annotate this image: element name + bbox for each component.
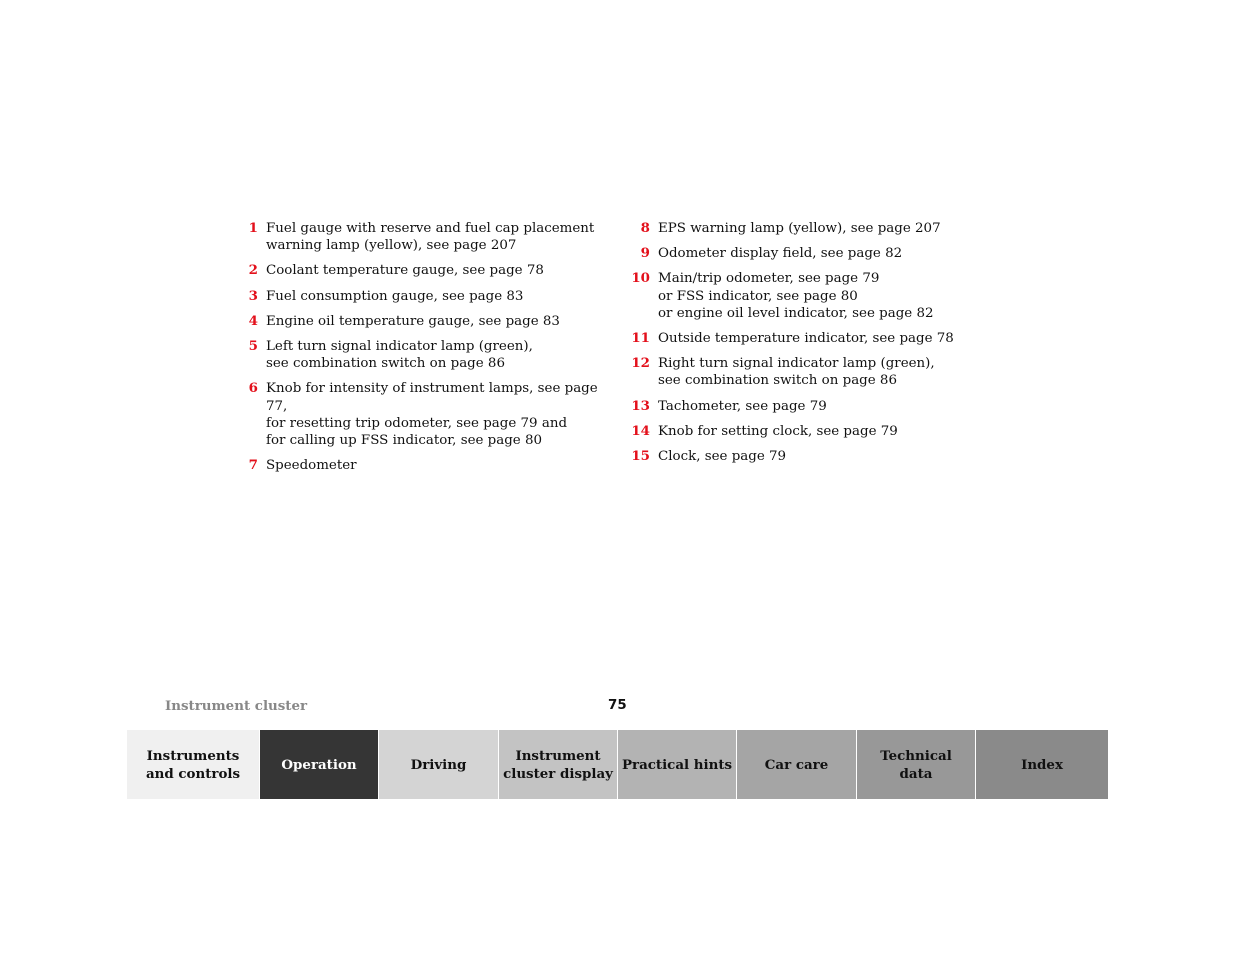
- legend-item: [236, 220, 616, 254]
- legend-number: 9: [640, 245, 650, 262]
- legend-text: Outside temperature indicator, see page 78: [658, 331, 954, 347]
- legend-left-column: [236, 220, 616, 482]
- legend-item: [626, 448, 956, 465]
- legend-number: 13: [631, 397, 650, 414]
- legend-item: [236, 313, 616, 330]
- legend-right-column: [626, 220, 956, 473]
- legend-item: [236, 288, 616, 305]
- legend-number: 2: [248, 262, 258, 279]
- legend-item: [626, 423, 956, 440]
- legend-item: [626, 220, 956, 237]
- legend-number: 7: [248, 457, 258, 474]
- legend-text: Speedometer: [266, 458, 357, 474]
- legend-text: Engine oil temperature gauge, see page 83: [266, 313, 560, 329]
- tab-driving[interactable]: Driving: [378, 730, 498, 799]
- legend-text: EPS warning lamp (yellow), see page 207: [658, 221, 941, 236]
- legend-number: 3: [248, 287, 258, 304]
- legend-number: 8: [640, 220, 650, 236]
- legend-item: [626, 245, 956, 262]
- section-title: Instrument cluster: [165, 698, 308, 714]
- legend-item: [626, 398, 956, 415]
- legend-number: 1: [248, 220, 258, 236]
- legend-item: [236, 380, 616, 449]
- legend-text: Knob for intensity of instrument lamps, see page 77, for resetting trip odometer, see page 79 and for calling up FSS indicator, see page 80: [266, 381, 598, 449]
- tab-practical-hints[interactable]: Practical hints: [617, 730, 736, 799]
- tab-instrument-cluster-display[interactable]: Instrument cluster display: [498, 730, 617, 799]
- tab-car-care[interactable]: Car care: [736, 730, 856, 799]
- tab-technical-data[interactable]: Technical data: [856, 730, 975, 799]
- legend-item: [626, 270, 956, 322]
- legend-item: [626, 330, 956, 347]
- legend-text: Fuel gauge with reserve and fuel cap placement warning lamp (yellow), see page 207: [266, 221, 595, 254]
- chapter-tabs: [127, 730, 1108, 799]
- legend-text: Tachometer, see page 79: [658, 398, 827, 414]
- legend-number: 5: [248, 338, 258, 355]
- legend-text: Odometer display field, see page 82: [658, 246, 903, 262]
- legend-item: [236, 262, 616, 279]
- legend-text: Coolant temperature gauge, see page 78: [266, 263, 544, 279]
- legend-text: Main/trip odometer, see page 79 or FSS indicator, see page 80 or engine oil level indicator, see page 82: [658, 271, 934, 321]
- legend-number: 15: [631, 448, 650, 465]
- legend-number: 10: [631, 270, 650, 287]
- tab-index[interactable]: Index: [975, 730, 1108, 799]
- legend-text: Knob for setting clock, see page 79: [658, 423, 898, 439]
- legend-number: 12: [631, 355, 650, 372]
- legend-text: Clock, see page 79: [658, 449, 787, 465]
- legend-number: 14: [631, 422, 650, 439]
- legend-item: [626, 355, 956, 389]
- legend-text: Left turn signal indicator lamp (green), see combination switch on page 86: [266, 339, 533, 372]
- legend-number: 6: [248, 380, 258, 397]
- legend-number: 11: [631, 330, 650, 347]
- tab-instruments-and-controls[interactable]: Instruments and controls: [127, 730, 259, 799]
- page-number: 75: [608, 698, 627, 713]
- tab-operation[interactable]: Operation: [259, 730, 378, 799]
- legend-text: Fuel consumption gauge, see page 83: [266, 288, 524, 304]
- legend-text: Right turn signal indicator lamp (green), see combination switch on page 86: [658, 356, 935, 389]
- legend-item: [236, 457, 616, 474]
- legend-number: 4: [248, 312, 258, 329]
- legend-item: [236, 338, 616, 372]
